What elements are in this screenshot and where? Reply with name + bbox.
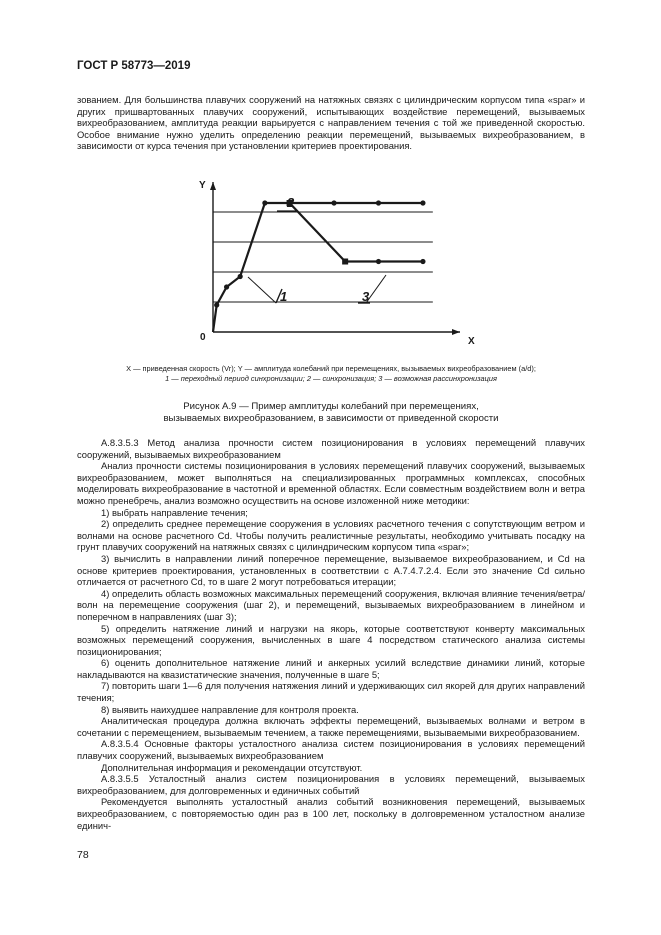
callout-1-leader xyxy=(248,277,276,303)
series-line-upper xyxy=(213,203,423,332)
step-5: 5) определить натяжение линий и нагрузки на якорь, которые соответствуют конверту максимальных возможных перемещений сооружения, вычисленных в шаге 4 посредством статического анализа системы позиционирования; xyxy=(77,622,585,657)
data-point-lower-2 xyxy=(376,259,381,264)
step-2: 2) определить среднее перемещение сооружения в условиях расчетного течения с сопутствующим ветром и волнами на основе расчетного Cd. Чтобы получить реалистичные результаты, необходимо учитывать посадку на грунт плавучих сооружений на натяжных связях с цилиндрическим корпусом типа «spar»; xyxy=(77,518,585,553)
data-point-upper-6 xyxy=(331,200,336,205)
figure-legend xyxy=(77,364,585,384)
axis-x-label: X xyxy=(468,336,475,346)
document-header: ГОСТ Р 58773—2019 xyxy=(77,60,191,72)
body-text xyxy=(77,437,585,831)
paragraph-procedure: Аналитическая процедура должна включать эффекты перемещений, вызываемых волнами и ветром в сочетании с перемещением, вызываемым течением, а также перемещениями, вызываемыми вихреобразованием. xyxy=(77,715,585,738)
curve-label-2: 2 xyxy=(287,195,295,210)
amplitude-chart xyxy=(190,176,480,346)
curve-label-1: 1 xyxy=(280,289,288,304)
data-point-upper-4 xyxy=(262,200,267,205)
paragraph-a8353: А.8.3.5.3 Метод анализа прочности систем позиционирования в условиях перемещений плавучих сооружений, вызываемых вихреобразованием xyxy=(77,437,585,460)
legend-line-1: X — приведенная скорость (Vr); Y — амплитуда колебаний при перемещениях, вызываемых вихреобразованием (a/d); xyxy=(126,364,536,373)
data-point-lower-3 xyxy=(420,259,425,264)
step-8: 8) выявить наихудшее направление для контроля проекта. xyxy=(101,703,359,715)
paragraph-no-info: Дополнительная информация и рекомендации отсутствуют. xyxy=(101,761,363,773)
paragraph-analysis: Анализ прочности системы позиционирования в условиях перемещений плавучих сооружений, вызываемых вихреобразованием, может выполняться на специализированных программных комплексах, способных моделировать вихреобразование в частотной и временной областях. Если совместным воздействием волн и ветра можно пренебречь, анализ возможно осуществить на основе изложенной ниже методики: xyxy=(77,460,585,506)
paragraph-a8354: А.8.3.5.4 Основные факторы усталостного анализа систем позиционирования в условиях перемещений плавучих сооружений, вызываемых вихреобразованием xyxy=(77,738,585,762)
data-point-upper-8 xyxy=(420,200,425,205)
data-point-upper-3 xyxy=(238,274,243,279)
curve-label-3: 3 xyxy=(362,289,370,304)
data-point-upper-2 xyxy=(224,284,229,289)
legend-line-2: 1 — переходный период синхронизации; 2 — синхронизация; 3 — возможная рассинхронизация xyxy=(165,374,497,383)
step-3: 3) вычислить в направлении линий поперечное перемещение, вызываемое вихреобразованием, и Cd на основе критериев проектирования, установленных в соответствии с А.7.4.7.2.4. Если это значение Cd сильно отличается от расчетного Cd, то в шаге 2 могут потребоваться итерации; xyxy=(77,552,585,588)
data-point-upper-1 xyxy=(214,302,219,307)
step-1: 1) выбрать направление течения; xyxy=(101,506,248,518)
chart-markers xyxy=(214,200,425,308)
caption-line-2: вызываемых вихреобразованием, в зависимости от приведенной скорости xyxy=(163,413,499,424)
step-6: 6) оценить дополнительное натяжение линий и анкерных усилий вследствие динамики линий, которые накладываются на квазистатические значения, полученные в шаге 5; xyxy=(77,657,585,680)
step-4: 4) определить область возможных максимальных перемещений сооружения, включая влияние течения/ветра/волн на перемещение сооружения (шаг 2), и перемещений, вызываемых вихреобразованием в линейном и поперечном в направлениях (шаг 3); xyxy=(77,587,585,622)
data-point-upper-7 xyxy=(376,200,381,205)
axis-origin-label: 0 xyxy=(200,332,206,343)
data-point-lower-1 xyxy=(342,259,348,265)
chart-series xyxy=(213,203,423,332)
paragraph-a8355: А.8.3.5.5 Усталостный анализ систем позиционирования в условиях перемещений, вызываемых вихреобразованием, для долговременных и единичных событий xyxy=(77,773,585,796)
caption-line-1: Рисунок А.9 — Пример амплитуды колебаний при перемещениях, xyxy=(183,401,479,412)
axis-x-arrow xyxy=(452,329,460,335)
intro-paragraph xyxy=(77,94,585,152)
page-number: 78 xyxy=(77,849,89,861)
figure-caption xyxy=(77,401,585,425)
axis-y-arrow xyxy=(210,182,216,190)
step-7: 7) повторить шаги 1—6 для получения натяжения линий и удерживающих сил якорей для других направлений течения; xyxy=(77,680,585,704)
paragraph-recommendation: Рекомендуется выполнять усталостный анализ событий возникновения перемещений, вызываемых вихреобразованием, с повторяемостью один раз в 100 лет, поскольку в долговременном усталостном анализе единич- xyxy=(77,796,585,831)
intro-text: зованием. Для большинства плавучих сооружений на натяжных связях с цилиндрическим корпусом типа «spar» и других пришвартованных плавучих сооружений, испытывающих воздействие перемещений, вызываемых вихреобразованием, амплитуда реакции варьируется с направлением течения с той же приведенной скоростью. Особое внимание нужно уделить определению реакции перемещений, вызываемых вихреобразованием, в зависимости от курса течения при установлении критериев проектирования. xyxy=(77,94,585,152)
axis-y-label: Y xyxy=(199,180,206,191)
